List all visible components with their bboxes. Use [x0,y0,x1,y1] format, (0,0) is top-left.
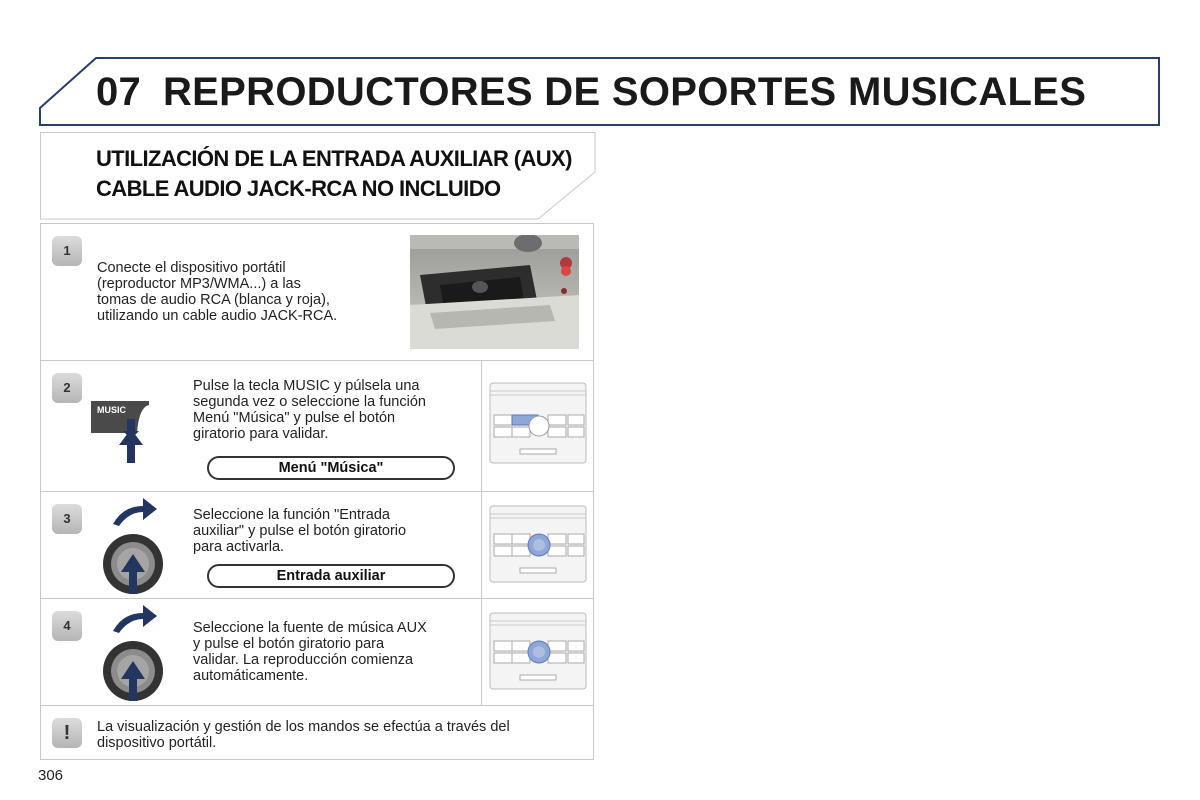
radio-panel-thumbnail [481,361,594,491]
chapter-banner [0,0,1200,130]
step-2-text: Pulse la tecla MUSIC y púlsela una segunda vez o seleccione la función Menú "Música" y pulse el botón giratorio para validar. [193,378,426,442]
entrada-auxiliar-button[interactable]: Entrada auxiliar [207,564,455,588]
step-4-text: Seleccione la fuente de música AUX y pulse el botón giratorio para validar. La reproducción comienza automáticamente. [193,620,427,684]
exclamation-icon: ! [52,718,82,748]
step-1-text: Conecte el dispositivo portátil (reproductor MP3/WMA...) a las tomas de audio RCA (blanca y roja), utilizando un cable audio JACK-RCA. [97,260,338,324]
step-3-text: Seleccione la función "Entrada auxiliar" y pulse el botón giratorio para activarla. [193,507,407,555]
step-number-badge: 1 [52,236,82,266]
step-4 [40,598,594,706]
glovebox-photo [410,235,579,349]
chapter-number: 07 [96,70,142,114]
chapter-title: REPRODUCTORES DE SOPORTES MUSICALES [163,70,1087,114]
step-3 [40,491,594,599]
step-1 [40,223,594,361]
step-number-badge: 2 [52,373,82,403]
step-number-badge: 4 [52,611,82,641]
note-box [40,705,594,760]
section-title-line2: CABLE AUDIO JACK-RCA NO INCLUIDO [96,176,501,201]
step-number-badge: 3 [52,504,82,534]
music-key-label: MUSIC [97,405,126,415]
menu-musica-button[interactable]: Menú "Música" [207,456,455,480]
page-number: 306 [38,767,64,784]
music-key[interactable] [89,393,151,463]
section-header [40,132,596,220]
section-title-line1: UTILIZACIÓN DE LA ENTRADA AUXILIAR (AUX) [96,146,572,171]
radio-panel-thumbnail [481,599,594,705]
radio-panel-thumbnail [481,492,594,598]
step-2 [40,360,594,492]
rotary-knob-icon[interactable] [101,601,167,703]
note-text: La visualización y gestión de los mandos se efectúa a través del dispositivo portátil. [97,719,510,751]
rotary-knob-icon[interactable] [101,494,167,596]
